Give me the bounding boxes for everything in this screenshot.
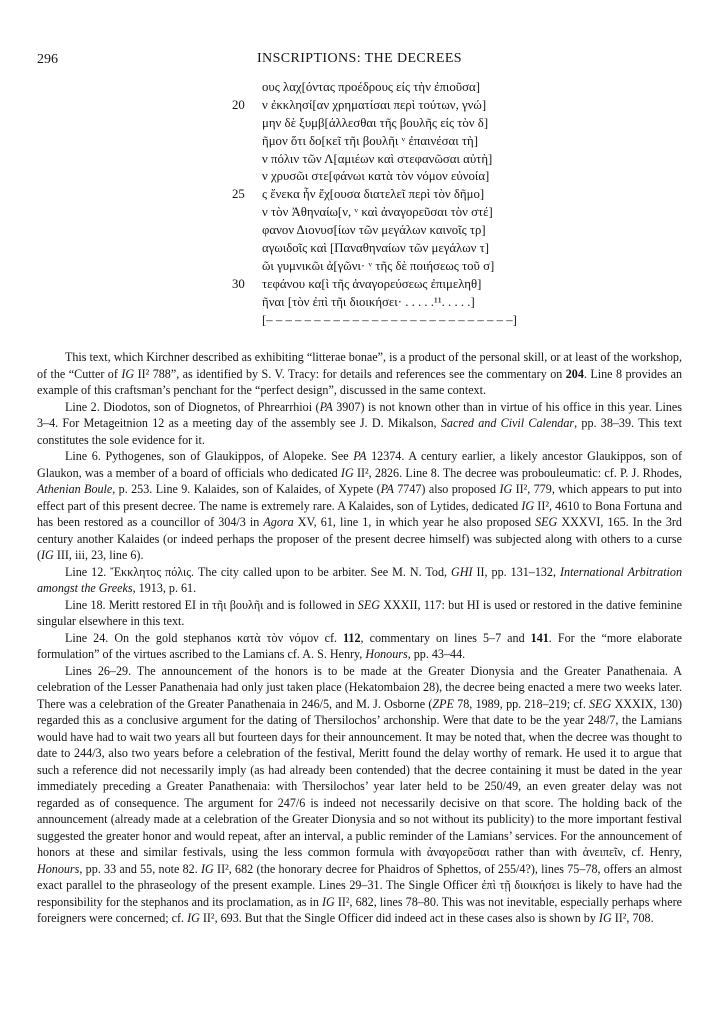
commentary [37, 349, 682, 927]
text-run: II², 4610 to Bona Fortuna and has been restored as a councillor of 304/3 in [37, 498, 682, 529]
text-run: Line 12. Ἔκκλητος πόλις. The city called upon to be arbiter. See M. N. Tod, [65, 564, 452, 579]
commentary-paragraph [37, 448, 682, 564]
italic-reference: IG [598, 911, 612, 925]
inscription-line [232, 79, 552, 97]
text-run: II², 708. [611, 911, 654, 925]
italic-reference: IG [201, 861, 214, 876]
commentary-paragraph [37, 663, 682, 927]
inscription-line [232, 276, 552, 294]
text-run: XXXVI, 165. In the 3rd century another Kalaides (or indeed perhaps the proposer of the present decree himself) was subjected along with others to a curse ( [37, 515, 682, 562]
text-run: 7747) also proposed [393, 482, 500, 496]
commentary-paragraph [37, 399, 682, 449]
text-run: II², 682 (the honorary decree for Phaidros of Sphettos, of 255/4?), lines 75–78, offers an almost exact parallel to the phraseology of the present example. Lines 29–31. The Single Officer ἐπὶ τῇ διοικήσει is likely to have had the responsibility for the stephanos and its proclamation, as in [37, 861, 682, 909]
italic-reference: IG [41, 548, 54, 562]
text-run: Line 24. On the gold stephanos κατὰ τὸν νόμον cf. [65, 630, 344, 645]
text-run: Line 18. Meritt restored EI in τῆι βουλῆι and is followed in [65, 597, 358, 612]
line-number: 20 [232, 97, 245, 112]
italic-reference: Honours [365, 647, 408, 661]
text-run: , pp. 33 and 55, note 82. [79, 861, 202, 876]
inscription-line-text: ς ἕνεκα ἧν ἔχ[ουσα διατελεῖ περὶ τὸν δῆμο] [262, 187, 485, 202]
commentary-paragraph [37, 564, 682, 597]
commentary-paragraph [37, 597, 682, 630]
text-run: XV, 61, line 1, in which year he also proposed [293, 515, 536, 529]
italic-reference: ZPE [432, 696, 454, 711]
text-run: Line 2. Diodotos, son of Diognetos, of Phrearrhioi ( [65, 399, 320, 414]
commentary-paragraph [37, 630, 682, 663]
inscription-line [232, 97, 552, 115]
text-run: , 1913, p. 61. [132, 581, 197, 595]
inscription-line [232, 168, 552, 186]
running-head: INSCRIPTIONS: THE DECREES [257, 51, 462, 66]
inscription-line-text: τεφάνου κα[ὶ τῆς ἀναγορεύσεως ἐπιμεληθ] [262, 276, 482, 291]
inscription-line-text: ν ἐκκλησί[αν χρηματίσαι περὶ τούτων, γνώ] [262, 97, 487, 112]
italic-reference: SEG [535, 515, 558, 529]
italic-reference: IG [121, 366, 135, 381]
inscription-line [232, 115, 552, 133]
text-run: . For the “more elaborate formulation” of the virtues ascribed to the Lamians cf. A. S. Henry, [37, 630, 682, 661]
inscription-line [232, 222, 552, 240]
text-run: , commentary on lines 5–7 and [360, 630, 531, 645]
italic-reference: IG [499, 482, 513, 496]
inscription-line-text: ν χρυσῶι στε[φάνωι κατὰ τὸν νόμον εὐνοία] [262, 169, 490, 184]
text-run: II² 788”, as identified by S. V. Tracy: for details and references see the commentary on [134, 366, 566, 381]
text-run: II², 2826. Line 8. The decree was probouleumatic: cf. P. J. Rhodes, [353, 465, 682, 480]
text-run: , pp. 43–44. [407, 647, 466, 661]
bold-reference: 204 [565, 366, 584, 381]
text-run: II, pp. 131–132, [472, 564, 560, 579]
text-run: III, iii, 23, line 6). [53, 548, 144, 562]
commentary-paragraph [37, 349, 682, 399]
inscription-line [232, 312, 552, 330]
inscription-line [232, 151, 552, 169]
text-run: Line 6. Pythogenes, son of Glaukippos, of Alopeke. See [65, 449, 354, 463]
text-run: , pp. 38–39. This text constitutes the sole evidence for it. [37, 416, 682, 447]
inscription-line-text: μην δὲ ξυμβ[άλλεσθαι τῆς βουλῆς είς τὸν δ] [262, 115, 489, 130]
italic-reference: Sacred and Civil Calendar [440, 416, 575, 430]
text-run: , p. 253. Line 9. Kalaides, son of Kalaides, of Xypete ( [112, 482, 381, 496]
inscription-line-text: ῶι γυμνικῶι ἀ[γῶνι· ᵛ τῆς δὲ ποιήσεως τοῦ σ] [262, 258, 495, 273]
italic-reference: IG [340, 465, 354, 480]
inscription-line-text: [– – – – – – – – – – – – – – – – – – – – – – – – – –] [262, 312, 517, 327]
italic-reference: Athenian Boule [37, 482, 113, 496]
italic-reference: Honours [37, 861, 80, 876]
italic-reference: GHI [451, 564, 473, 579]
text-run: 78, 1989, pp. 218–219; cf. [453, 696, 590, 711]
text-run: 12374. A century earlier, a likely ancestor Glaukippos, son of Glaukon, was a member of a board of officials who dedicated [37, 449, 682, 480]
text-run: Lines 26–29. The announcement of the honors is to be made at the Greater Dionysia and the Greater Panathenaia. A celebration of the Lesser Panathenaia had only just taken place (Hekatombaion 28), the decree being enacted a mere two weeks later. There was a celebration of the Greater Panathenaia in 246/5, and M. J. Osborne ( [37, 663, 682, 711]
text-run: II², 693. But that the Single Officer did indeed act in these cases also is shown by [199, 911, 599, 925]
text-run: XXXII, 117: but HI is used or restored in the dative feminine singular elsewhere in this text. [37, 597, 682, 628]
inscription-line-text: ῆμον ὅτι δο[κεῖ τῆι βουλῆι ᵛ ἐπαινέσαι τὴ] [262, 133, 478, 148]
italic-reference: International Arbitration amongst the Greeks [37, 564, 683, 595]
italic-reference: Agora [263, 515, 294, 529]
inscription-line-text: ν πόλιν τῶν Λ[αμιέων καὶ στεφανῶσαι αὐτὴ] [262, 151, 493, 166]
inscription-line [232, 240, 552, 258]
inscription-line-text: ους λαχ[όντας προέδρους είς τὴν ἐπιοῦσα] [262, 80, 480, 94]
inscription-line-text: αγωιδοῖς καὶ [Παναθηναίων τῶν μεγάλων τ] [262, 241, 490, 256]
text-run: II², 779, which appears to put into effect part of this present decree. The name is extremely rare. A Kalaides, son of Lytides, dedicated [37, 482, 682, 513]
text-run: XXXIX, 130) regarded this as a conclusive argument for the dating of Thersilochos’ archonship. Were that date to be the year 248/7, the Lamians would have had to wait two years all but fourteen days for their announcement. It may be noted that, when the decree was thought to date to 244/3, also two years before a celebration of the festival, Meritt found the delay worthy of remark. He used it to argue that such a reference did not necessarily imply (as had already been contended) that the decree containing it must be dated in the year immediately preceding a Greater Panathenaia: with Thersilochos’ year later held to be 250/49, an even greater delay was not regarded as of consequence. The argument for 247/6 is indeed not necessarily decisive on that score. The holding back of the announcement (already made at a celebration of the Greater Dionysia and so not without its publicity) to the more important festival suggested the greater honor and would repeat, after an interval, a public reminder of the Lamians’ services. For the announcement of honors at these and similar festivals, using the less common formula with ἀναγορεῦσαι rather than with ἀνειπεῖν, cf. Henry, [37, 696, 682, 859]
inscription-line [232, 294, 552, 312]
bold-reference: 112 [343, 630, 361, 645]
italic-reference: PA [353, 449, 367, 463]
text-run: 3907) is not known other than in virtue of his office in this year. Lines 3–4. For Metageitnion 12 as a meeting day of the assembly see J. D. Mikalson, [37, 399, 682, 430]
line-number: 25 [232, 187, 245, 202]
line-number: 30 [232, 276, 245, 291]
inscription-line [232, 186, 552, 204]
italic-reference: SEG [357, 597, 380, 612]
inscription-text [232, 79, 552, 329]
inscription-line [232, 204, 552, 222]
text-run: II², 682, lines 78–80. This was not inevitable, especially perhaps where foreigners were concerned; cf. [37, 894, 682, 925]
italic-reference: PA [380, 482, 394, 496]
inscription-line [232, 258, 552, 276]
text-run: . Line 8 provides an example of this craftsman’s penchant for the “perfect design”, discussed in the same context. [37, 366, 683, 397]
inscription-line-text: ῆναι [τὸν ἐπὶ τῆι διοικήσει· . . . . .¹¹. . . . .] [262, 294, 475, 309]
inscription-line-text: ν τὸν Ἀθηναίω[ν, ᵛ καὶ ἀναγορεῦσαι τὸν στέ] [262, 205, 493, 220]
italic-reference: IG [521, 498, 535, 513]
italic-reference: IG [322, 894, 335, 909]
page-number: 296 [37, 52, 58, 67]
inscription-line [232, 133, 552, 151]
bold-reference: 141 [530, 630, 549, 645]
text-run: This text, which Kirchner described as exhibiting “litterae bonae”, is a product of the personal skill, or at least of the workshop, of the “Cutter of [37, 350, 682, 381]
italic-reference: PA [319, 399, 333, 414]
italic-reference: SEG [589, 696, 612, 711]
italic-reference: IG [187, 911, 200, 925]
inscription-line-text: φανον Διονυσ[ίων τῶν μεγάλων καινοῖς τρ] [262, 223, 486, 238]
